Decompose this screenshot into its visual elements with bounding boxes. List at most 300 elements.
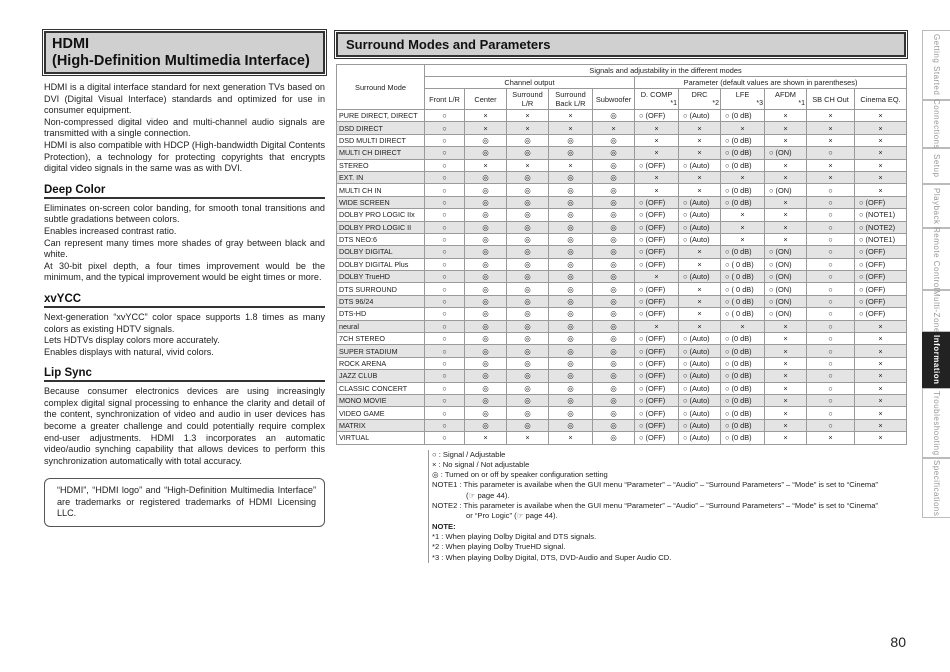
table-cell: ○	[807, 382, 855, 394]
table-row	[337, 333, 907, 345]
table-cell: ○ (ON)	[765, 308, 807, 320]
table-cell: ○	[425, 122, 465, 134]
table-cell: ○	[425, 295, 465, 307]
table-cell: ◎	[593, 357, 635, 369]
table-cell: ◎	[465, 333, 507, 345]
table-cell: ○	[807, 320, 855, 332]
table-cell: ○	[807, 394, 855, 406]
table-cell: ◎	[507, 209, 549, 221]
mode-name-cell: SUPER STADIUM	[337, 345, 425, 357]
table-cell: ○ (0 dB)	[721, 184, 765, 196]
table-row	[337, 233, 907, 245]
table-cell: ○	[425, 283, 465, 295]
table-cell: ◎	[465, 419, 507, 431]
tab-information[interactable]	[922, 332, 950, 388]
table-cell: ◎	[593, 308, 635, 320]
table-cell: ○	[807, 295, 855, 307]
table-cell: ○ (Auto)	[679, 110, 721, 122]
table-cell: ◎	[549, 320, 593, 332]
table-cell: ◎	[593, 246, 635, 258]
table-cell: ◎	[593, 184, 635, 196]
column-header	[425, 89, 465, 110]
table-cell: ×	[807, 134, 855, 146]
table-cell: ○	[425, 370, 465, 382]
table-cell: ○ (0 dB)	[721, 394, 765, 406]
table-cell: ○	[425, 407, 465, 419]
table-cell: ×	[507, 159, 549, 171]
table-cell: ×	[549, 159, 593, 171]
tab-getting-started[interactable]	[922, 30, 950, 100]
table-cell: ◎	[549, 283, 593, 295]
table-cell: ○ ( 0 dB)	[721, 308, 765, 320]
table-cell: ○ (OFF)	[635, 246, 679, 258]
table-cell: ○ (ON)	[765, 283, 807, 295]
table-cell: ◎	[465, 382, 507, 394]
table-cell: ◎	[507, 246, 549, 258]
table-cell: ×	[765, 382, 807, 394]
table-cell: ◎	[549, 171, 593, 183]
table-cell: ◎	[465, 147, 507, 159]
table-row	[337, 295, 907, 307]
table-cell: ○ (0 dB)	[721, 407, 765, 419]
tab-label: Multi-Zone	[932, 289, 941, 333]
table-cell: ◎	[507, 320, 549, 332]
table-cell: ×	[807, 110, 855, 122]
table-cell: ◎	[507, 221, 549, 233]
table-cell: ◎	[465, 233, 507, 245]
table-cell: ◎	[549, 345, 593, 357]
column-header	[765, 89, 807, 110]
page-number: 80	[890, 634, 906, 650]
table-row	[337, 407, 907, 419]
table-row	[337, 308, 907, 320]
column-header	[465, 89, 507, 110]
table-cell: ×	[765, 419, 807, 431]
deep-color-para: Eliminates on-screen color banding, for smooth tonal transitions and subtle gradations between colors.	[44, 202, 325, 225]
legend-line: ○ : Signal / Adjustable	[432, 449, 506, 459]
table-cell: ×	[765, 209, 807, 221]
table-cell: ×	[635, 147, 679, 159]
footnote-marker: *1	[798, 100, 805, 107]
table-cell: ◎	[465, 283, 507, 295]
table-cell: ○ (Auto)	[679, 370, 721, 382]
table-cell: ◎	[549, 271, 593, 283]
legend-line: NOTE1 : This parameter is availabe when the GUI menu “Parameter” – “Audio” – “Surround Parameters” – “Mode” is set to “Cinema”	[432, 480, 878, 490]
column-header	[721, 89, 765, 110]
table-cell: ×	[807, 171, 855, 183]
deep-color-para: At 30-bit pixel depth, a four times improvement would be the minimum, and the typical improvement would be eight times or more.	[44, 260, 325, 283]
table-cell: ◎	[593, 171, 635, 183]
table-cell: ◎	[593, 159, 635, 171]
table-cell: ◎	[465, 357, 507, 369]
column-header	[549, 89, 593, 110]
table-cell: ○ (ON)	[765, 295, 807, 307]
legend-line: NOTE2 : This parameter is availabe when the GUI menu “Parameter” – “Audio” – “Surround Parameters” – “Mode” is set to “Cinema”	[432, 501, 878, 511]
table-cell: ◎	[593, 134, 635, 146]
table-cell: ×	[855, 394, 907, 406]
table-cell: ◎	[593, 295, 635, 307]
table-cell: ○ (Auto)	[679, 419, 721, 431]
table-cell: ×	[507, 122, 549, 134]
table-cell: ○ ( 0 dB)	[721, 295, 765, 307]
table-row	[337, 110, 907, 122]
surround-mode-header: Surround Mode	[337, 65, 425, 110]
table-cell: ◎	[549, 196, 593, 208]
table-row	[337, 419, 907, 431]
legend-line: *3 : When playing Dolby Digital, DTS, DVD-Audio and Super Audio CD.	[432, 552, 672, 562]
table-cell: ○	[425, 159, 465, 171]
mode-name-cell: VIDEO GAME	[337, 407, 425, 419]
legend-line: ◎ : Turned on or off by speaker configuration setting	[432, 470, 608, 480]
xvycc-para: Lets HDTVs display colors more accurately.	[44, 335, 220, 346]
table-cell: ○	[425, 233, 465, 245]
column-header-label: Front L/R	[429, 94, 460, 104]
table-cell: ○ (OFF)	[635, 196, 679, 208]
table-cell: ○	[425, 221, 465, 233]
table-cell: ○ (Auto)	[679, 432, 721, 444]
table-cell: ○ (ON)	[765, 258, 807, 270]
table-cell: ○ (0 dB)	[721, 370, 765, 382]
table-body	[337, 110, 907, 445]
table-row	[337, 184, 907, 196]
table-cell: ○	[425, 196, 465, 208]
table-cell: ○ (0 dB)	[721, 246, 765, 258]
table-row	[337, 134, 907, 146]
tab-troubleshooting[interactable]	[922, 388, 950, 458]
column-header	[855, 89, 907, 110]
table-cell: ○ (OFF)	[855, 271, 907, 283]
table-cell: ○ (0 dB)	[721, 110, 765, 122]
table-cell: ◎	[549, 233, 593, 245]
table-cell: ×	[635, 320, 679, 332]
table-cell: ◎	[593, 345, 635, 357]
table-row	[337, 357, 907, 369]
column-header-label: Cinema EQ.	[860, 94, 901, 104]
tab-playback[interactable]	[922, 184, 950, 228]
column-header-label: Surround Back L/R	[555, 90, 586, 108]
table-cell: ◎	[549, 394, 593, 406]
table-cell: ◎	[465, 407, 507, 419]
table-cell: ○ (ON)	[765, 246, 807, 258]
table-cell: ◎	[507, 147, 549, 159]
table-cell: ○	[425, 357, 465, 369]
table-cell: ◎	[549, 308, 593, 320]
table-cell: ○ (0 dB)	[721, 196, 765, 208]
table-cell: ○ (OFF)	[635, 382, 679, 394]
table-cell: ◎	[593, 196, 635, 208]
table-cell: ×	[679, 184, 721, 196]
table-row	[337, 432, 907, 444]
table-cell: ◎	[593, 382, 635, 394]
lip-sync-description	[44, 386, 325, 467]
mode-name-cell: DOLBY DIGITAL	[337, 246, 425, 258]
hdmi-section-title: HDMI (High-Definition Multimedia Interface)	[44, 31, 325, 74]
footnote-marker: *2	[712, 100, 719, 107]
table-cell: ◎	[549, 357, 593, 369]
table-cell: ○ (Auto)	[679, 382, 721, 394]
table-cell: ○	[425, 147, 465, 159]
table-cell: ×	[679, 308, 721, 320]
table-cell: ○	[425, 382, 465, 394]
tab-connections[interactable]	[922, 100, 950, 148]
table-cell: ◎	[465, 184, 507, 196]
table-cell: ×	[765, 196, 807, 208]
column-header-label: D. COMP	[640, 90, 673, 99]
table-cell: ◎	[593, 147, 635, 159]
tab-label: Playback	[932, 187, 941, 225]
column-header-label: Center	[474, 94, 497, 104]
table-cell: ×	[765, 345, 807, 357]
table-cell: ×	[765, 110, 807, 122]
table-row	[337, 382, 907, 394]
hdmi-para: HDMI is also compatible with HDCP (High-bandwidth Digital Contents Protection), a technology for protecting copyrights that encrypts digital video signals in the same was as with DVI.	[44, 139, 325, 174]
column-header-label: AFDM	[775, 90, 796, 99]
table-cell: ○	[807, 233, 855, 245]
table-cell: ×	[765, 159, 807, 171]
tab-label: Specifications	[932, 459, 941, 517]
table-cell: ○ (OFF)	[635, 407, 679, 419]
table-cell: ○ (0 dB)	[721, 382, 765, 394]
table-cell: ◎	[549, 333, 593, 345]
table-cell: ○	[425, 271, 465, 283]
table-cell: ○	[425, 333, 465, 345]
table-cell: ×	[855, 432, 907, 444]
table-cell: ×	[765, 233, 807, 245]
table-cell: ◎	[465, 171, 507, 183]
table-cell: ◎	[549, 147, 593, 159]
mode-name-cell: PURE DIRECT, DIRECT	[337, 110, 425, 122]
table-cell: ×	[635, 134, 679, 146]
table-cell: ◎	[465, 394, 507, 406]
table-cell: ○ (Auto)	[679, 221, 721, 233]
table-cell: ×	[765, 221, 807, 233]
mode-name-cell: STEREO	[337, 159, 425, 171]
table-cell: ×	[855, 357, 907, 369]
table-cell: ○	[425, 432, 465, 444]
legend-line: *1 : When playing Dolby Digital and DTS signals.	[432, 531, 597, 541]
table-row	[337, 171, 907, 183]
tab-label: Troubleshooting	[932, 390, 941, 456]
table-cell: ◎	[549, 209, 593, 221]
table-cell: ×	[855, 159, 907, 171]
mode-name-cell: WIDE SCREEN	[337, 196, 425, 208]
table-cell: ○ (OFF)	[635, 295, 679, 307]
table-cell: ◎	[549, 407, 593, 419]
table-cell: ×	[679, 258, 721, 270]
table-cell: ×	[593, 122, 635, 134]
table-cell: ○	[807, 246, 855, 258]
column-header	[807, 89, 855, 110]
table-row	[337, 196, 907, 208]
table-cell: ×	[765, 407, 807, 419]
table-cell: ○ (OFF)	[635, 221, 679, 233]
table-cell: ×	[855, 184, 907, 196]
deep-color-para: Enables increased contrast ratio.	[44, 225, 177, 236]
table-cell: ○ (NOTE1)	[855, 209, 907, 221]
legend-line: *2 : When playing Dolby TrueHD signal.	[432, 542, 566, 552]
table-cell: ○ (Auto)	[679, 407, 721, 419]
table-cell: ◎	[507, 394, 549, 406]
tab-specifications[interactable]	[922, 458, 950, 518]
table-cell: ○	[807, 370, 855, 382]
legend-line: or “Pro Logic” (☞ page 44).	[466, 511, 558, 521]
table-cell: ○	[425, 345, 465, 357]
mode-name-cell: EXT. IN	[337, 171, 425, 183]
table-cell: ○	[807, 209, 855, 221]
legend-notes	[428, 450, 906, 563]
table-row	[337, 394, 907, 406]
table-cell: ×	[679, 246, 721, 258]
table-cell: ◎	[507, 295, 549, 307]
table-cell: ○	[425, 258, 465, 270]
table-cell: ○	[425, 419, 465, 431]
table-cell: ×	[679, 122, 721, 134]
table-cell: ×	[855, 419, 907, 431]
hdmi-para: Non-compressed digital video and multi-channel audio signals are transmitted with a single connection.	[44, 116, 325, 139]
table-cell: ◎	[507, 171, 549, 183]
table-cell: ×	[679, 134, 721, 146]
table-cell: ×	[721, 221, 765, 233]
column-header-label: DRC	[691, 90, 708, 99]
table-cell: ○	[807, 345, 855, 357]
tab-setup[interactable]	[922, 148, 950, 184]
mode-name-cell: MULTI CH IN	[337, 184, 425, 196]
table-cell: ×	[765, 333, 807, 345]
table-cell: ×	[465, 110, 507, 122]
mode-name-cell: DTS NEO:6	[337, 233, 425, 245]
table-cell: ◎	[507, 271, 549, 283]
table-cell: ○	[807, 357, 855, 369]
table-cell: ×	[679, 320, 721, 332]
table-cell: ◎	[593, 221, 635, 233]
table-row	[337, 122, 907, 134]
table-cell: ×	[855, 345, 907, 357]
table-row	[337, 271, 907, 283]
table-cell: ○	[425, 110, 465, 122]
table-cell: ○ (0 dB)	[721, 419, 765, 431]
table-cell: ○ ( 0 dB)	[721, 283, 765, 295]
table-cell: ×	[855, 333, 907, 345]
table-cell: ×	[765, 134, 807, 146]
table-cell: ×	[679, 147, 721, 159]
table-cell: ◎	[593, 209, 635, 221]
table-cell: ×	[807, 122, 855, 134]
table-cell: ◎	[507, 419, 549, 431]
mode-name-cell: DTS SURROUND	[337, 283, 425, 295]
table-cell: ○	[807, 419, 855, 431]
table-cell: ○ (ON)	[765, 271, 807, 283]
table-cell: ○ (0 dB)	[721, 432, 765, 444]
table-cell: ×	[465, 159, 507, 171]
table-cell: ○ (OFF)	[855, 295, 907, 307]
column-header	[679, 89, 721, 110]
mode-name-cell: neural	[337, 320, 425, 332]
mode-name-cell: VIRTUAL	[337, 432, 425, 444]
deep-color-description	[44, 203, 325, 284]
table-cell: ○ (0 dB)	[721, 345, 765, 357]
tab-label: Information	[932, 335, 941, 385]
table-cell: ◎	[507, 308, 549, 320]
left-column	[44, 31, 325, 527]
table-cell: ×	[721, 320, 765, 332]
table-cell: ○ (OFF)	[855, 258, 907, 270]
column-header-label: SB CH Out	[812, 94, 849, 104]
mode-name-cell: JAZZ CLUB	[337, 370, 425, 382]
table-cell: ○ (Auto)	[679, 209, 721, 221]
tab-remote-control[interactable]	[922, 228, 950, 290]
footnote-marker: *1	[670, 100, 677, 107]
table-cell: ◎	[549, 246, 593, 258]
table-cell: ◎	[507, 370, 549, 382]
table-cell: ○ (OFF)	[635, 209, 679, 221]
table-cell: ◎	[465, 345, 507, 357]
table-cell: ○ ( 0 dB)	[721, 258, 765, 270]
table-cell: ○	[425, 184, 465, 196]
table-cell: ○	[807, 147, 855, 159]
table-cell: ×	[679, 283, 721, 295]
table-cell: ○ (0 dB)	[721, 333, 765, 345]
table-cell: ×	[807, 159, 855, 171]
tab-label: Setup	[932, 154, 941, 178]
table-cell: ◎	[465, 196, 507, 208]
table-cell: ◎	[593, 419, 635, 431]
mode-name-cell: DTS-HD	[337, 308, 425, 320]
table-cell: ○	[807, 283, 855, 295]
table-cell: ◎	[593, 110, 635, 122]
table-cell: ◎	[593, 333, 635, 345]
table-cell: ○ (OFF)	[635, 308, 679, 320]
deep-color-para: Can represent many times more shades of gray between black and white.	[44, 237, 325, 260]
table-cell: ×	[855, 110, 907, 122]
table-cell: ×	[549, 110, 593, 122]
table-cell: ○ (NOTE1)	[855, 233, 907, 245]
table-cell: ○ (OFF)	[855, 196, 907, 208]
table-cell: ◎	[507, 333, 549, 345]
table-cell: ◎	[549, 134, 593, 146]
tab-multi-zone[interactable]	[922, 290, 950, 332]
table-row	[337, 320, 907, 332]
table-cell: ○	[425, 320, 465, 332]
table-cell: ○ (ON)	[765, 184, 807, 196]
table-cell: ○ (Auto)	[679, 333, 721, 345]
xvycc-para: Enables displays with natural, vivid colors.	[44, 346, 214, 357]
table-cell: ○	[425, 394, 465, 406]
table-cell: ×	[635, 171, 679, 183]
table-cell: ○ (0 dB)	[721, 159, 765, 171]
table-cell: ×	[765, 171, 807, 183]
table-cell: ○ (0 dB)	[721, 357, 765, 369]
table-row	[337, 370, 907, 382]
table-cell: ○	[425, 246, 465, 258]
table-cell: ○ (OFF)	[635, 233, 679, 245]
legend-line: NOTE:	[432, 521, 456, 531]
table-cell: ×	[765, 432, 807, 444]
table-cell: ○ (OFF)	[635, 419, 679, 431]
table-cell: ×	[635, 122, 679, 134]
table-cell: ○	[807, 184, 855, 196]
table-cell: ◎	[507, 233, 549, 245]
table-cell: ◎	[507, 258, 549, 270]
table-cell: ○	[425, 308, 465, 320]
legend-line: (☞ page 44).	[466, 490, 510, 500]
column-header	[635, 89, 679, 110]
table-cell: ○	[425, 134, 465, 146]
mode-name-cell: DTS 96/24	[337, 295, 425, 307]
table-cell: ×	[807, 432, 855, 444]
table-cell: ○ (OFF)	[635, 394, 679, 406]
table-cell: ×	[765, 320, 807, 332]
table-cell: ○	[807, 258, 855, 270]
